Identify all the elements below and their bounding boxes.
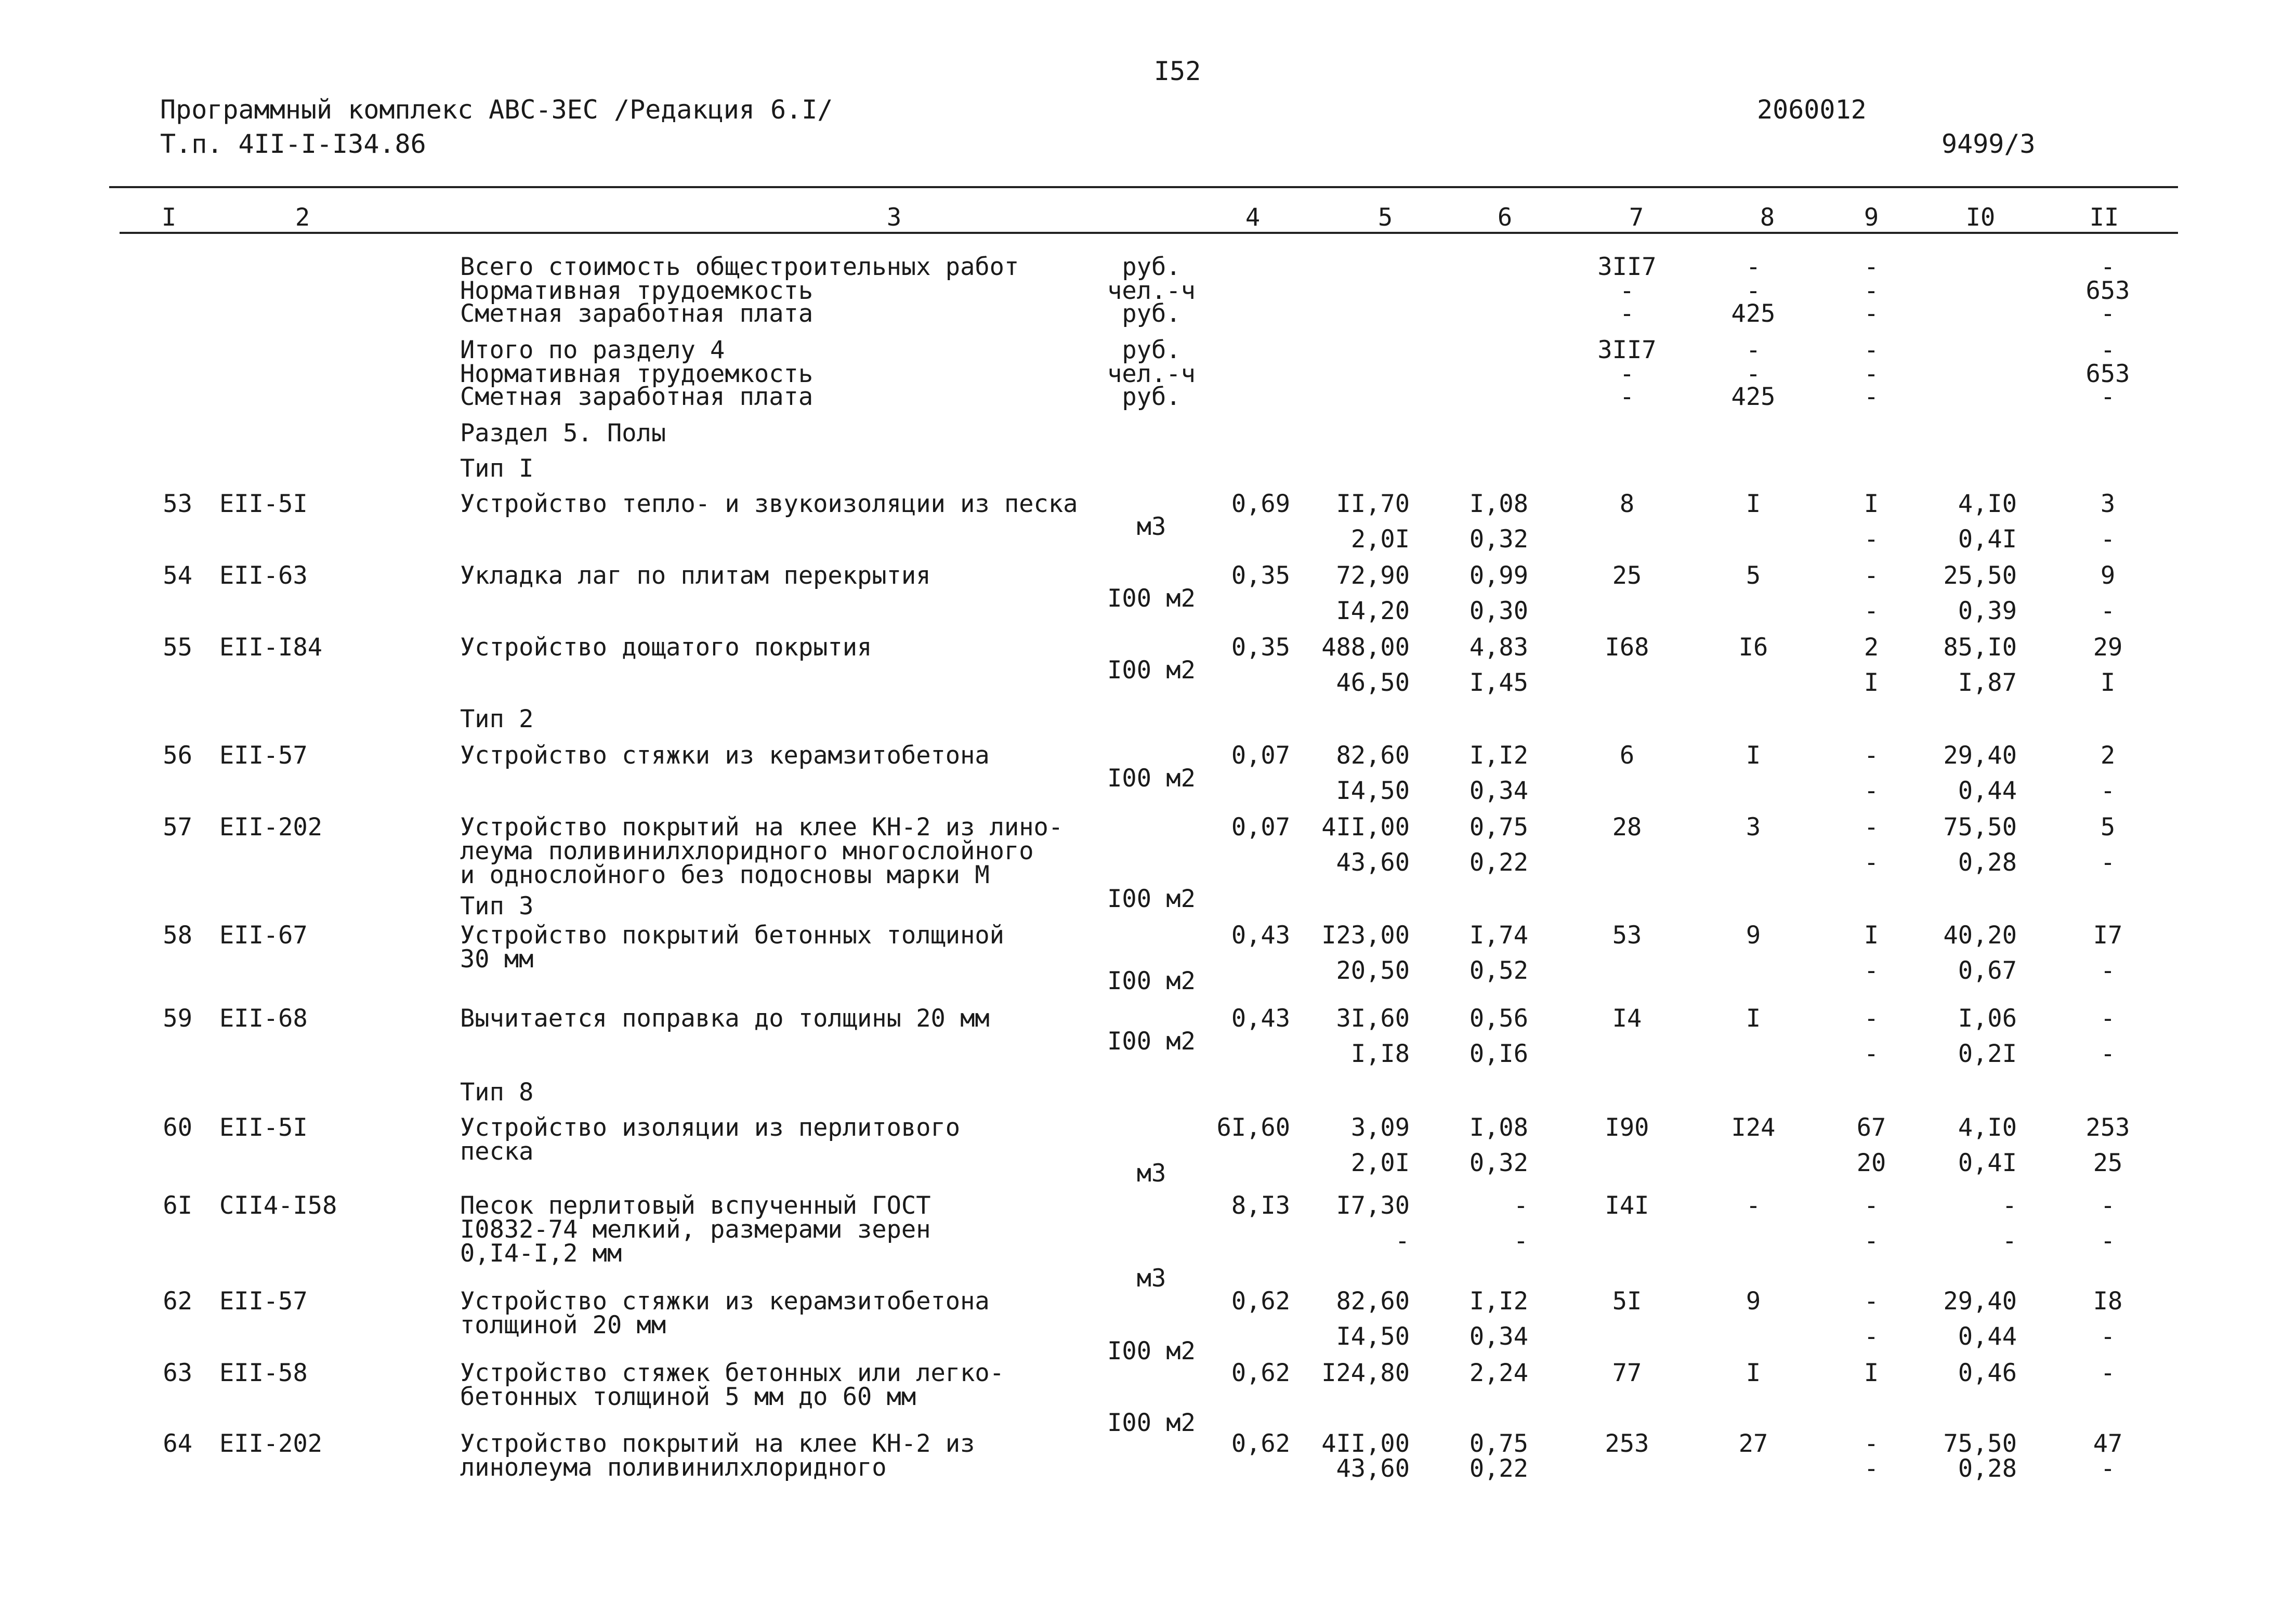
column-header-7: 7 <box>1629 203 1644 232</box>
row-c9: - <box>1864 1191 1879 1220</box>
row-code: EII-202 <box>219 1429 323 1458</box>
row-c9: I <box>1864 921 1879 950</box>
row-description: Устройство покрытий бетонных толщиной <box>460 921 1004 950</box>
row-c10: 25,50 <box>1943 561 2017 590</box>
row-c10: I,06 <box>1958 1004 2017 1033</box>
summary-col7: 3II7 <box>1597 253 1657 281</box>
row-description: Устройство дощатого покрытия <box>460 633 872 662</box>
row-c9: - <box>1864 1454 1879 1483</box>
row-c10: 0,2I <box>1958 1040 2017 1068</box>
row-c9: - <box>1864 741 1879 770</box>
summary-label: Сметная заработная плата <box>460 299 814 328</box>
row-c8: I6 <box>1738 633 1768 662</box>
row-number: 60 <box>163 1113 192 1142</box>
row-description: линолеума поливинилхлоридного <box>460 1453 887 1482</box>
row-c6: 0,22 <box>1469 848 1528 877</box>
row-c6: 0,34 <box>1469 777 1528 805</box>
summary-col9: - <box>1864 360 1879 388</box>
row-c5: 3I,60 <box>1336 1004 1410 1033</box>
row-c11: - <box>2100 1191 2116 1220</box>
row-quantity: 0,43 <box>1231 1004 1290 1033</box>
row-c10: 85,I0 <box>1943 633 2017 662</box>
heading-type3: Тип 3 <box>460 892 534 921</box>
row-quantity: 0,69 <box>1231 490 1290 518</box>
row-c6: I,I2 <box>1469 741 1528 770</box>
row-c7: 5I <box>1612 1287 1642 1316</box>
row-description: 30 мм <box>460 945 534 974</box>
row-description: Песок перлитовый вспученный ГОСТ <box>460 1191 931 1220</box>
summary-col11: 653 <box>2085 360 2130 388</box>
row-c7: 28 <box>1612 813 1642 842</box>
row-c7: I4 <box>1612 1004 1642 1033</box>
row-description: I0832-74 мелкий, размерами зерен <box>460 1215 931 1244</box>
row-number: 53 <box>163 490 192 518</box>
header-top-rule <box>109 186 2178 188</box>
row-c6: I,74 <box>1469 921 1528 950</box>
row-c5: I24,80 <box>1321 1359 1410 1387</box>
row-c11: - <box>2100 848 2116 877</box>
row-c7: 253 <box>1605 1429 1649 1458</box>
row-c8: 3 <box>1746 813 1761 842</box>
row-c5: 488,00 <box>1321 633 1410 662</box>
row-c11: - <box>2100 1359 2116 1387</box>
row-quantity: 6I,60 <box>1216 1113 1290 1142</box>
row-quantity: 0,35 <box>1231 633 1290 662</box>
row-description: Вычитается поправка до толщины 20 мм <box>460 1004 990 1033</box>
summary-col9: - <box>1864 299 1879 328</box>
row-c6: - <box>1513 1227 1528 1255</box>
summary-col11: - <box>2100 253 2116 281</box>
row-c10: 40,20 <box>1943 921 2017 950</box>
row-quantity: 0,62 <box>1231 1359 1290 1387</box>
row-c5: II,70 <box>1336 490 1410 518</box>
row-c11: 47 <box>2093 1429 2123 1458</box>
row-code: EII-67 <box>219 921 308 950</box>
row-c5: I,I8 <box>1350 1040 1410 1068</box>
row-unit: I00 м2 <box>1107 1409 1196 1437</box>
row-c10: 0,4I <box>1958 1149 2017 1177</box>
row-c10: 29,40 <box>1943 741 2017 770</box>
row-c10: 0,39 <box>1958 597 2017 625</box>
row-c10: 0,28 <box>1958 848 2017 877</box>
row-c8: 9 <box>1746 921 1761 950</box>
row-quantity: 0,07 <box>1231 813 1290 842</box>
column-header-1: I <box>161 203 177 232</box>
row-c9: - <box>1864 1004 1879 1033</box>
summary-col9: - <box>1864 277 1879 305</box>
row-c10: 0,67 <box>1958 956 2017 985</box>
row-c9: I <box>1864 1359 1879 1387</box>
row-c6: I,I2 <box>1469 1287 1528 1316</box>
summary-label: Всего стоимость общестроительных работ <box>460 253 1019 281</box>
row-c9: - <box>1864 1040 1879 1068</box>
row-code: EII-58 <box>219 1359 308 1387</box>
row-c9: - <box>1864 597 1879 625</box>
summary-col8: 425 <box>1731 383 1776 411</box>
summary-col7: - <box>1619 360 1635 388</box>
row-c11: 29 <box>2093 633 2123 662</box>
row-c5: 2,0I <box>1350 525 1410 554</box>
summary-unit: руб. <box>1122 336 1181 364</box>
row-c10: 0,4I <box>1958 525 2017 554</box>
row-c6: 0,56 <box>1469 1004 1528 1033</box>
row-c6: 0,99 <box>1469 561 1528 590</box>
row-c9: I <box>1864 668 1879 697</box>
row-c7: I68 <box>1605 633 1649 662</box>
row-c9: - <box>1864 1429 1879 1458</box>
row-description: 0,I4-I,2 мм <box>460 1239 622 1268</box>
row-c9: - <box>1864 848 1879 877</box>
row-number: 56 <box>163 741 192 770</box>
row-number: 55 <box>163 633 192 662</box>
row-c10: 4,I0 <box>1958 1113 2017 1142</box>
column-header-5: 5 <box>1377 203 1393 232</box>
row-c5: 43,60 <box>1336 1454 1410 1483</box>
row-c7: 25 <box>1612 561 1642 590</box>
row-c10: - <box>2002 1191 2017 1220</box>
row-unit: м3 <box>1136 1264 1166 1293</box>
row-c11: 9 <box>2100 561 2116 590</box>
row-c8: I <box>1746 490 1761 518</box>
row-c10: 0,44 <box>1958 1322 2017 1351</box>
row-c10: 75,50 <box>1943 1429 2017 1458</box>
row-unit: I00 м2 <box>1107 885 1196 913</box>
heading-type8: Тип 8 <box>460 1078 534 1107</box>
row-c11: 25 <box>2093 1149 2123 1177</box>
summary-col8: - <box>1746 360 1761 388</box>
row-c11: 2 <box>2100 741 2116 770</box>
summary-col11: - <box>2100 299 2116 328</box>
row-c6: I,08 <box>1469 1113 1528 1142</box>
row-c11: I7 <box>2093 921 2123 950</box>
row-c7: 77 <box>1612 1359 1642 1387</box>
row-c10: 0,46 <box>1958 1359 2017 1387</box>
row-c6: - <box>1513 1191 1528 1220</box>
summary-col9: - <box>1864 383 1879 411</box>
row-c9: - <box>1864 777 1879 805</box>
row-c11: - <box>2100 525 2116 554</box>
row-unit: I00 м2 <box>1107 656 1196 685</box>
row-c9: 20 <box>1856 1149 1886 1177</box>
row-description: леума поливинилхлоридного многослойного <box>460 837 1034 865</box>
row-code: EII-57 <box>219 741 308 770</box>
column-header-6: 6 <box>1497 203 1513 232</box>
row-quantity: 0,62 <box>1231 1287 1290 1316</box>
row-c6: 0,34 <box>1469 1322 1528 1351</box>
row-description: Устройство стяжки из керамзитобетона <box>460 1287 990 1316</box>
row-c5: 82,60 <box>1336 741 1410 770</box>
summary-unit: руб. <box>1122 299 1181 328</box>
column-header-4: 4 <box>1245 203 1261 232</box>
row-c6: I,08 <box>1469 490 1528 518</box>
row-c11: - <box>2100 1040 2116 1068</box>
row-c6: 0,22 <box>1469 1454 1528 1483</box>
row-description: Укладка лаг по плитам перекрытия <box>460 561 931 590</box>
row-c5: 4II,00 <box>1321 813 1410 842</box>
row-description: Устройство стяжек бетонных или легко- <box>460 1359 1004 1387</box>
summary-col11: - <box>2100 383 2116 411</box>
row-c8: 5 <box>1746 561 1761 590</box>
row-c9: 2 <box>1864 633 1879 662</box>
row-c5: 72,90 <box>1336 561 1410 590</box>
row-description: Устройство изоляции из перлитового <box>460 1113 961 1142</box>
row-number: 6I <box>163 1191 192 1220</box>
page-number: I52 <box>1154 56 1201 86</box>
row-c5: 2,0I <box>1350 1149 1410 1177</box>
row-number: 62 <box>163 1287 192 1316</box>
row-c5: 43,60 <box>1336 848 1410 877</box>
summary-label: Нормативная трудоемкость <box>460 277 814 305</box>
row-c5: 4II,00 <box>1321 1429 1410 1458</box>
row-quantity: 0,07 <box>1231 741 1290 770</box>
row-description: Устройство покрытий на клее КН-2 из <box>460 1429 975 1458</box>
row-c7: I90 <box>1605 1113 1649 1142</box>
heading-type1: Тип I <box>460 454 534 483</box>
row-quantity: 0,62 <box>1231 1429 1290 1458</box>
row-c5: 3,09 <box>1350 1113 1410 1142</box>
row-c8: I <box>1746 1004 1761 1033</box>
summary-unit: чел.-ч <box>1107 360 1196 388</box>
row-c9: - <box>1864 525 1879 554</box>
row-c5: 82,60 <box>1336 1287 1410 1316</box>
row-c11: - <box>2100 777 2116 805</box>
row-c10: I,87 <box>1958 668 2017 697</box>
column-header-11: II <box>2089 203 2119 232</box>
row-c8: 27 <box>1738 1429 1768 1458</box>
row-c11: - <box>2100 1454 2116 1483</box>
summary-label: Нормативная трудоемкость <box>460 360 814 388</box>
row-c5: 20,50 <box>1336 956 1410 985</box>
row-c10: 0,44 <box>1958 777 2017 805</box>
heading-type2: Тип 2 <box>460 705 534 733</box>
row-number: 57 <box>163 813 192 842</box>
row-c10: 0,28 <box>1958 1454 2017 1483</box>
row-c9: - <box>1864 956 1879 985</box>
row-c6: 0,30 <box>1469 597 1528 625</box>
row-c7: 8 <box>1619 490 1635 518</box>
row-c9: - <box>1864 1227 1879 1255</box>
row-c5: I4,50 <box>1336 1322 1410 1351</box>
row-c8: 9 <box>1746 1287 1761 1316</box>
row-c10: 4,I0 <box>1958 490 2017 518</box>
row-c6: 4,83 <box>1469 633 1528 662</box>
row-number: 59 <box>163 1004 192 1033</box>
row-c5: I4,50 <box>1336 777 1410 805</box>
document-code: 2060012 <box>1757 95 1867 125</box>
row-number: 54 <box>163 561 192 590</box>
summary-col8: - <box>1746 253 1761 281</box>
summary-col7: 3II7 <box>1597 336 1657 364</box>
row-code: EII-68 <box>219 1004 308 1033</box>
row-unit: I00 м2 <box>1107 967 1196 995</box>
column-header-9: 9 <box>1864 203 1879 232</box>
column-header-2: 2 <box>295 203 310 232</box>
row-c7: 6 <box>1619 741 1635 770</box>
row-c9: - <box>1864 561 1879 590</box>
row-c5: 46,50 <box>1336 668 1410 697</box>
summary-col11: - <box>2100 336 2116 364</box>
row-number: 63 <box>163 1359 192 1387</box>
summary-label: Итого по разделу 4 <box>460 336 725 364</box>
row-c9: - <box>1864 1287 1879 1316</box>
row-c6: 2,24 <box>1469 1359 1528 1387</box>
row-c5: I7,30 <box>1336 1191 1410 1220</box>
row-description: и однослойного без подосновы марки М <box>460 861 990 889</box>
row-c9: I <box>1864 490 1879 518</box>
row-c6: 0,75 <box>1469 1429 1528 1458</box>
row-c11: - <box>2100 956 2116 985</box>
row-unit: I00 м2 <box>1107 1027 1196 1056</box>
row-c7: I4I <box>1605 1191 1649 1220</box>
column-header-8: 8 <box>1760 203 1775 232</box>
row-unit: м3 <box>1136 513 1166 541</box>
row-c11: 3 <box>2100 490 2116 518</box>
row-c6: I,45 <box>1469 668 1528 697</box>
row-c8: I <box>1746 1359 1761 1387</box>
row-code: CII4-I58 <box>219 1191 337 1220</box>
row-c11: 5 <box>2100 813 2116 842</box>
row-unit: м3 <box>1136 1159 1166 1188</box>
sheet-code: 9499/3 <box>1941 129 2036 159</box>
row-c6: 0,32 <box>1469 525 1528 554</box>
row-number: 64 <box>163 1429 192 1458</box>
row-c6: 0,32 <box>1469 1149 1528 1177</box>
row-code: EII-5I <box>219 1113 308 1142</box>
summary-col11: 653 <box>2085 277 2130 305</box>
row-description: бетонных толщиной 5 мм до 60 мм <box>460 1383 916 1411</box>
row-c10: 75,50 <box>1943 813 2017 842</box>
row-code: EII-202 <box>219 813 323 842</box>
row-c9: - <box>1864 813 1879 842</box>
row-c9: 67 <box>1856 1113 1886 1142</box>
row-c5: I4,20 <box>1336 597 1410 625</box>
summary-col7: - <box>1619 299 1635 328</box>
row-description: толщиной 20 мм <box>460 1311 666 1340</box>
row-number: 58 <box>163 921 192 950</box>
summary-col7: - <box>1619 277 1635 305</box>
project-line: Т.п. 4II-I-I34.86 <box>160 129 426 159</box>
summary-col8: - <box>1746 336 1761 364</box>
row-c11: - <box>2100 1004 2116 1033</box>
row-c6: 0,52 <box>1469 956 1528 985</box>
row-c5: I23,00 <box>1321 921 1410 950</box>
row-c11: 253 <box>2085 1113 2130 1142</box>
row-c11: - <box>2100 1227 2116 1255</box>
summary-label: Сметная заработная плата <box>460 383 814 411</box>
row-description: Устройство покрытий на клее КН-2 из лино- <box>460 813 1064 842</box>
row-quantity: 8,I3 <box>1231 1191 1290 1220</box>
row-c8: I24 <box>1731 1113 1776 1142</box>
summary-col8: - <box>1746 277 1761 305</box>
summary-unit: чел.-ч <box>1107 277 1196 305</box>
row-description: Устройство тепло- и звукоизоляции из песка <box>460 490 1078 518</box>
row-code: EII-5I <box>219 490 308 518</box>
summary-col9: - <box>1864 336 1879 364</box>
heading-section5: Раздел 5. Полы <box>460 419 666 448</box>
summary-col9: - <box>1864 253 1879 281</box>
row-c11: I8 <box>2093 1287 2123 1316</box>
row-unit: I00 м2 <box>1107 1337 1196 1365</box>
row-c6: 0,I6 <box>1469 1040 1528 1068</box>
row-c6: 0,75 <box>1469 813 1528 842</box>
summary-col8: 425 <box>1731 299 1776 328</box>
row-c7: 53 <box>1612 921 1642 950</box>
row-description: песка <box>460 1137 534 1166</box>
row-c11: - <box>2100 1322 2116 1351</box>
row-c11: I <box>2100 668 2116 697</box>
row-c10: 29,40 <box>1943 1287 2017 1316</box>
header-bottom-rule <box>120 232 2178 234</box>
row-code: EII-57 <box>219 1287 308 1316</box>
row-unit: I00 м2 <box>1107 584 1196 613</box>
summary-unit: руб. <box>1122 383 1181 411</box>
row-quantity: 0,43 <box>1231 921 1290 950</box>
row-description: Устройство стяжки из керамзитобетона <box>460 741 990 770</box>
row-c10: - <box>2002 1227 2017 1255</box>
row-c8: - <box>1746 1191 1761 1220</box>
row-c9: - <box>1864 1322 1879 1351</box>
row-quantity: 0,35 <box>1231 561 1290 590</box>
row-c8: I <box>1746 741 1761 770</box>
row-unit: I00 м2 <box>1107 764 1196 793</box>
row-c11: - <box>2100 597 2116 625</box>
software-line: Программный комплекс АВС-3ЕС /Редакция 6.I/ <box>160 95 833 125</box>
column-header-10: I0 <box>1965 203 1996 232</box>
row-code: EII-63 <box>219 561 308 590</box>
column-header-3: 3 <box>886 203 902 232</box>
summary-unit: руб. <box>1122 253 1181 281</box>
row-code: EII-I84 <box>219 633 323 662</box>
row-c5: - <box>1395 1227 1410 1255</box>
summary-col7: - <box>1619 383 1635 411</box>
